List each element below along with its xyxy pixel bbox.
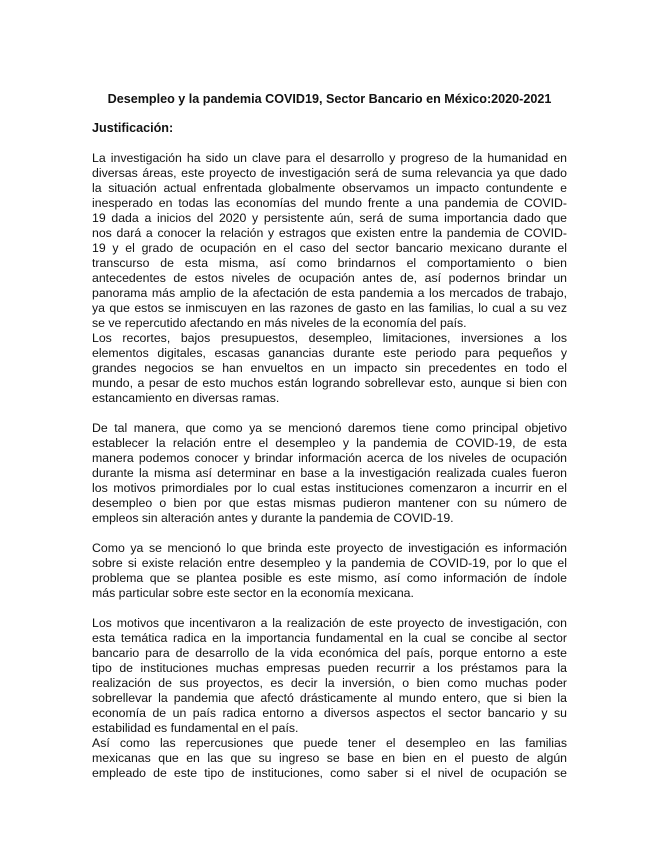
- text-line: mexicanas que en las que su ingreso se base en bien en el puesto de algún: [92, 751, 567, 765]
- text-line: empleado de este tipo de instituciones, como saber si el nivel de ocupación se: [92, 766, 567, 780]
- section-heading-justificacion: Justificación:: [92, 121, 174, 135]
- text-line: se ve repercutido afectando en más niveles de la economía del país.: [92, 316, 467, 330]
- paragraph: [92, 541, 567, 601]
- text-line: mundo, a pesar de esto muchos están logrando sobrellevar esto, aunque si bien con: [92, 376, 567, 390]
- text-line: desempleo o bien por que estas mismas pudieron mantener con su número de: [92, 496, 567, 510]
- text-line: realización de sus proyectos, es decir la inversión, o bien como muchas poder: [92, 676, 567, 690]
- text-line: empleos sin alteración antes y durante la pandemia de COVID-19.: [92, 511, 454, 525]
- text-line: economía de un país radica entorno a diversos aspectos el sector bancario y su: [92, 706, 567, 720]
- text-line: la situación actual enfrentada globalmente observamos un impacto contundente e: [92, 181, 567, 195]
- text-line: establecer la relación entre el desempleo y la pandemia de COVID-19, de esta: [92, 436, 567, 450]
- text-line: problema que se plantea posible es este mismo, así como información de índole: [92, 571, 567, 585]
- text-line: inesperado en todas las economías del mundo frente a una pandemia de COVID-: [92, 196, 567, 210]
- text-line: manera podemos conocer y brindar información acerca de los niveles de ocupación: [92, 451, 567, 465]
- text-line: La investigación ha sido un clave para el desarrollo y progreso de la humanidad en: [92, 151, 567, 165]
- text-line: bancario para de desarrollo de la vida económica del país, porque entorno a este: [92, 646, 567, 660]
- text-line: Como ya se mencionó lo que brinda este proyecto de investigación es información: [92, 541, 567, 555]
- paragraph: [92, 736, 567, 781]
- text-line: 19 y el grado de ocupación en el caso del sector bancario mexicano durante el: [92, 241, 567, 255]
- text-line: durante la misma así determinar en base a la investigación realizada cuales fueron: [92, 466, 567, 480]
- body-text: [92, 151, 567, 781]
- text-line: los motivos primordiales por lo cual estas instituciones comenzaron a incurrir en el: [92, 481, 567, 495]
- document-title: Desempleo y la pandemia COVID19, Sector Bancario en México:2020-2021: [107, 92, 552, 106]
- text-line: grandes negocios se han envueltos en un impacto sin precedentes en todo el: [92, 361, 567, 375]
- text-line: tipo de instituciones muchas empresas pueden recurrir a los préstamos para la: [92, 661, 567, 675]
- paragraph-spacer: [92, 406, 567, 421]
- text-line: 19 dada a inicios del 2020 y persistente aún, será de suma importancia dado que: [92, 211, 567, 225]
- paragraph-spacer: [92, 526, 567, 541]
- text-line: estancamiento en diversas ramas.: [92, 391, 280, 405]
- paragraph: [92, 616, 567, 736]
- paragraph: [92, 331, 567, 406]
- text-line: Los motivos que incentivaron a la realización de este proyecto de investigación, con: [92, 616, 567, 630]
- paragraph: [92, 421, 567, 526]
- text-line: más particular sobre este sector en la economía mexicana.: [92, 586, 414, 600]
- text-line: Así como las repercusiones que puede tener el desempleo en las familias: [92, 736, 567, 750]
- paragraph: [92, 151, 567, 331]
- text-line: De tal manera, que como ya se mencionó daremos tiene como principal objetivo: [92, 421, 567, 435]
- text-line: diversas áreas, este proyecto de investigación será de suma relevancia ya que dado: [92, 166, 567, 180]
- text-line: ya que estos se inmiscuyen en las razones de gasto en las familias, lo cual a su vez: [92, 301, 567, 315]
- text-line: antecedentes de estos niveles de ocupación antes de, así podernos brindar un: [92, 271, 567, 285]
- paragraph-spacer: [92, 601, 567, 616]
- text-line: esta temática radica en la importancia fundamental en la cual se concibe al sector: [92, 631, 567, 645]
- text-line: panorama más amplio de la afectación de esta pandemia a los mercados de trabajo,: [92, 286, 567, 300]
- text-line: estabilidad es fundamental en el país.: [92, 721, 299, 735]
- text-line: nos dará a conocer la relación y estragos que existen entre la pandemia de COVID-: [92, 226, 567, 240]
- text-line: transcurso de esta misma, así como brindarnos el comportamiento o bien: [92, 256, 567, 270]
- text-line: sobrellevar la pandemia que afectó drásticamente al mundo entero, que si bien la: [92, 691, 567, 705]
- text-line: elementos digitales, escasas ganancias durante este periodo para pequeños y: [92, 346, 567, 360]
- text-line: sobre si existe relación entre desempleo y la pandemia de COVID-19, por lo que el: [92, 556, 567, 570]
- text-line: Los recortes, bajos presupuestos, desempleo, limitaciones, inversiones a los: [92, 331, 567, 345]
